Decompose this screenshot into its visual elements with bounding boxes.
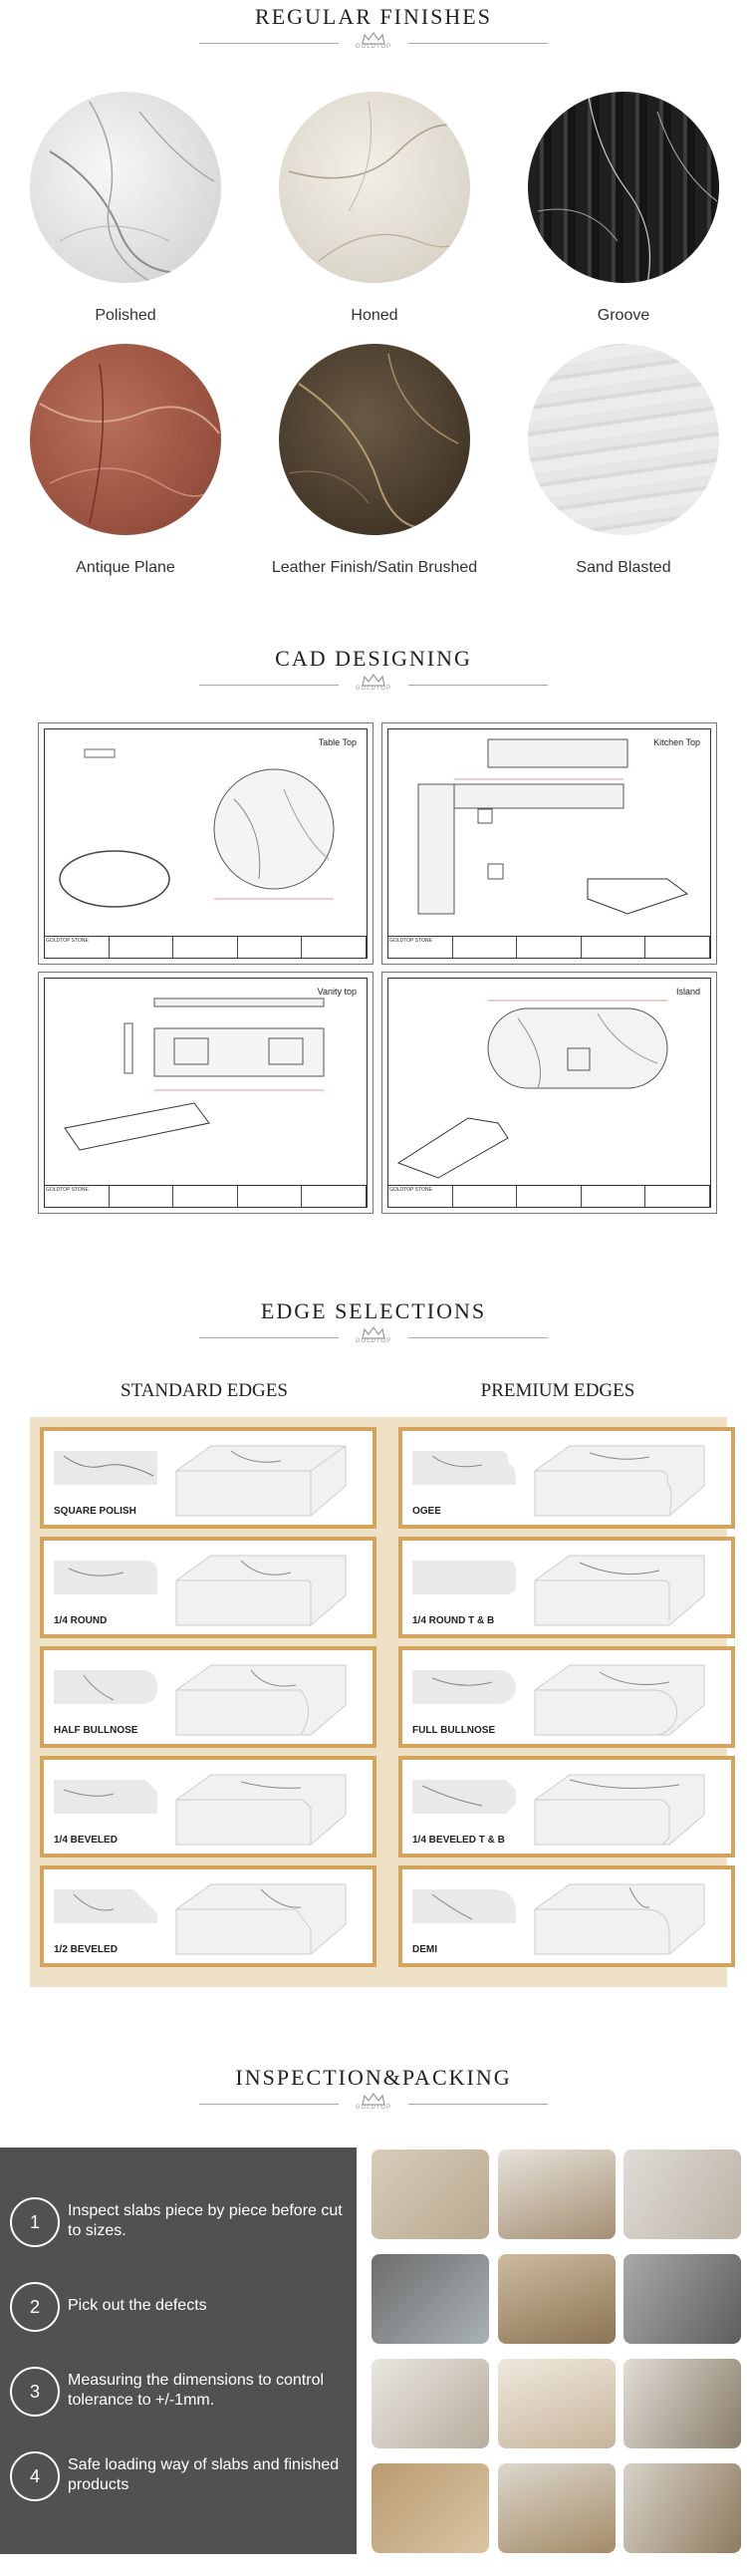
crown-logo-icon: GOLDTOP	[354, 2093, 393, 2117]
premium-edges-title: PREMIUM EDGES	[480, 1380, 635, 1401]
edge-card-1-4-beveled[interactable]: 1/4 BEVELED	[40, 1756, 376, 1858]
inspection-photo	[498, 2359, 616, 2448]
crown-logo-icon: GOLDTOP	[354, 674, 393, 698]
inspection-photo	[372, 2463, 489, 2553]
inspection-photo	[623, 2359, 741, 2448]
edge-card-1-4-round-t-b[interactable]: 1/4 ROUND T & B	[398, 1537, 735, 1638]
edge-card-1-4-beveled-t-b[interactable]: 1/4 BEVELED T & B	[398, 1756, 735, 1858]
cad-sheet-title: Island	[675, 987, 700, 997]
crown-logo-icon: GOLDTOP	[354, 32, 393, 56]
antique-plane-sample-image	[30, 344, 221, 535]
inspection-photo	[623, 2254, 741, 2344]
section-divider	[199, 1326, 548, 1350]
edge-card-ogee[interactable]: OGEE	[398, 1427, 735, 1529]
standard-edges-title: STANDARD EDGES	[121, 1380, 288, 1401]
inspection-step-4: 4 Safe loading way of slabs and finished products	[10, 2441, 349, 2511]
edge-card-full-bullnose[interactable]: FULL BULLNOSE	[398, 1646, 735, 1748]
inspection-photo	[372, 2254, 489, 2344]
kitchen-top-drawing	[388, 729, 712, 934]
finish-label-groove: Groove	[597, 307, 650, 324]
inspection-step-2: 2 Pick out the defects	[10, 2272, 349, 2342]
finish-label-leather-finish: Leather Finish/Satin Brushed	[271, 559, 478, 576]
polished-sample-image	[30, 92, 221, 283]
inspection-photo	[372, 2149, 489, 2239]
inspection-steps-panel	[0, 2147, 357, 2554]
inspection-step-3: 3 Measuring the dimensions to control tolerance to +/-1mm.	[10, 2357, 349, 2427]
inspection-photo	[623, 2149, 741, 2239]
finish-label-honed: Honed	[351, 307, 398, 324]
crown-logo-icon: GOLDTOP	[354, 1326, 393, 1350]
finish-label-sand-blasted: Sand Blasted	[576, 559, 671, 576]
edge-card-half-bullnose[interactable]: HALF BULLNOSE	[40, 1646, 376, 1748]
edge-card-demi[interactable]: DEMI	[398, 1865, 735, 1967]
cad-designing-title: CAD DESIGNING	[275, 646, 472, 671]
cad-sheet-kitchen-top: Kitchen Top GOLDTOP STONE	[381, 722, 717, 965]
finish-label-antique-plane: Antique Plane	[76, 559, 175, 576]
cad-sheet-title: Table Top	[318, 737, 357, 747]
inspection-photo	[498, 2254, 616, 2344]
inspection-photo	[623, 2463, 741, 2553]
edge-card-1-4-round[interactable]: 1/4 ROUND	[40, 1537, 376, 1638]
table-top-drawing	[45, 729, 369, 934]
honed-sample-image	[279, 92, 470, 283]
edge-card-square-polish[interactable]: SQUARE POLISH	[40, 1427, 376, 1529]
cad-sheet-table-top: Table Top GOLDTOP STONE	[38, 722, 374, 965]
cad-sheet-title: Kitchen Top	[653, 737, 700, 747]
sand-blasted-sample-image	[528, 344, 719, 535]
edge-selections-title: EDGE SELECTIONS	[260, 1298, 487, 1323]
inspection-packing-title: INSPECTION&PACKING	[235, 2065, 512, 2090]
section-divider	[199, 2093, 548, 2117]
vanity-top-drawing	[45, 979, 369, 1183]
inspection-step-1: 1 Inspect slabs piece by piece before cut to sizes.	[10, 2187, 349, 2257]
section-divider	[199, 674, 548, 698]
island-drawing	[388, 979, 712, 1183]
regular-finishes-title: REGULAR FINISHES	[255, 4, 492, 29]
section-divider	[199, 32, 548, 56]
leather-finish-sample-image	[279, 344, 470, 535]
inspection-photo	[498, 2463, 616, 2553]
cad-sheet-title: Vanity top	[317, 987, 357, 997]
cad-sheet-vanity-top: Vanity top GOLDTOP STONE	[38, 972, 374, 1214]
cad-sheet-island: Island GOLDTOP STONE	[381, 972, 717, 1214]
inspection-photo	[498, 2149, 616, 2239]
inspection-photo	[372, 2359, 489, 2448]
edge-card-1-2-beveled[interactable]: 1/2 BEVELED	[40, 1865, 376, 1967]
finish-label-polished: Polished	[95, 307, 156, 324]
groove-sample-image	[528, 92, 719, 283]
